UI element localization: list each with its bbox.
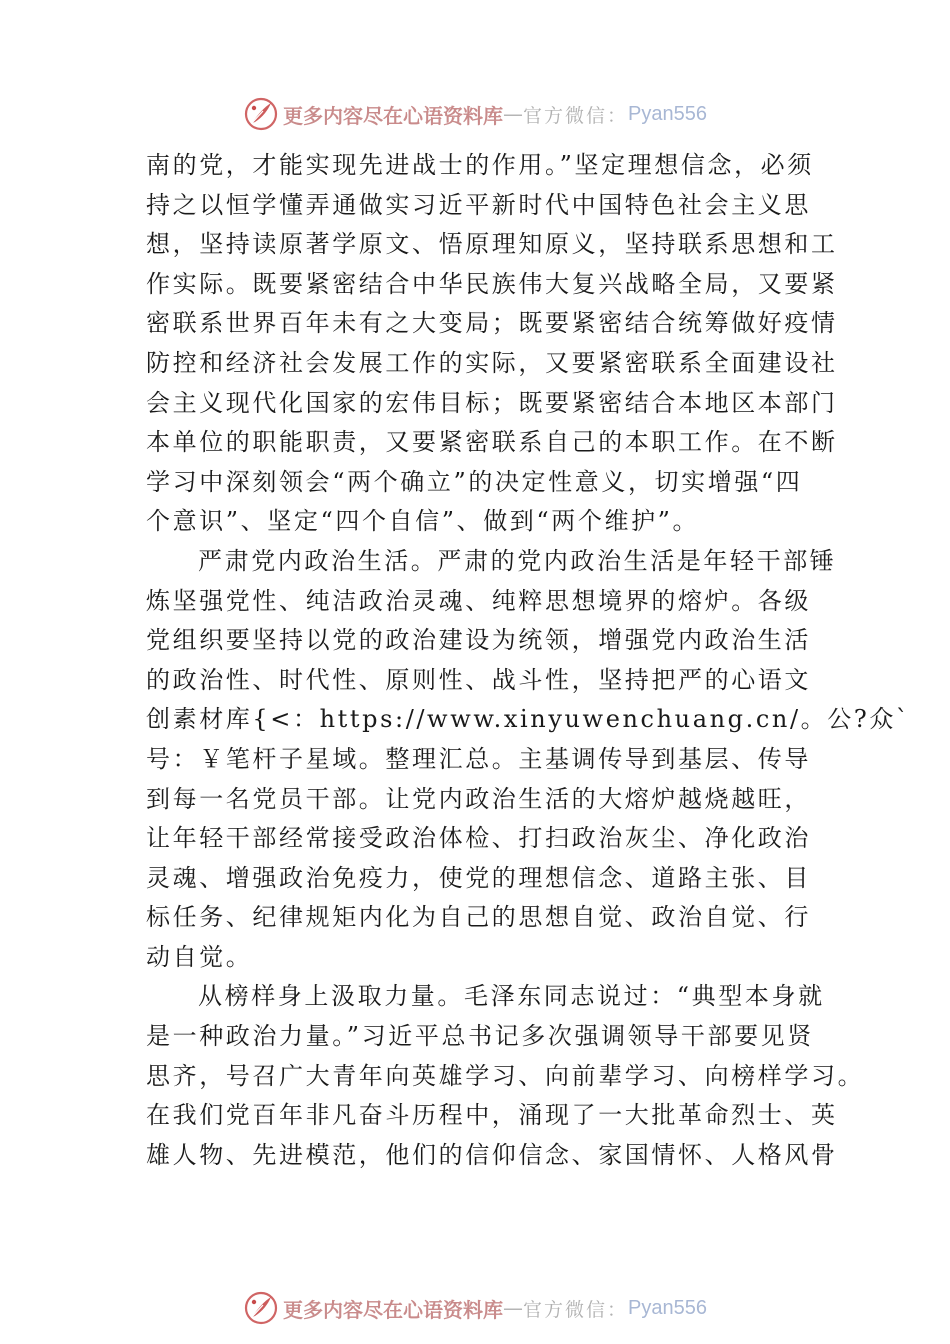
paragraph-1 (146, 146, 838, 542)
text-line: 标任务、纪律规矩内化为自己的思想自觉、政治自觉、行 (146, 903, 811, 932)
text-line: 防控和经济社会发展工作的实际，又要紧密联系全面建设社 (146, 348, 838, 377)
text-line: 密联系世界百年未有之大变局；既要紧密结合统筹做好疫情 (146, 309, 838, 338)
text-line: 是一种政治力量。”习近平总书记多次强调领导干部要见贤 (146, 1022, 814, 1051)
text-line: 会主义现代化国家的宏伟目标；既要紧密结合本地区本部门 (146, 388, 838, 417)
text-line: 南的党，才能实现先进战士的作用。”坚定理想信念，必须 (146, 151, 814, 179)
header-watermark-banner (0, 94, 950, 134)
text-line: 党组织要坚持以党的政治建设为统领，增强党内政治生活 (146, 626, 811, 655)
footer-watermark-banner (0, 1288, 950, 1328)
banner-wechat-id: Pyan556 (628, 102, 707, 125)
text-line: 的政治性、时代性、原则性、战斗性，坚持把严的心语文 (146, 665, 811, 694)
text-line: 想，坚持读原著学原文、悟原理知原义，坚持联系思想和工 (146, 230, 838, 259)
feather-pen-logo-icon (243, 1290, 279, 1326)
text-line: 思齐，号召广大青年向英雄学习、向前辈学习、向榜样学习。 (146, 1061, 865, 1090)
paragraph-3 (146, 977, 865, 1175)
paragraph-2 (146, 542, 911, 978)
text-line: 动自觉。 (146, 942, 253, 971)
text-line: 让年轻干部经常接受政治体检、打扫政治灰尘、净化政治 (146, 824, 811, 853)
document-body (146, 146, 911, 1175)
text-line: 到每一名党员干部。让党内政治生活的大熔炉越烧越旺， (146, 784, 811, 813)
text-line: 学习中深刻领会“两个确立”的决定性意义，切实增强“四 (146, 467, 803, 496)
text-line: 作实际。既要紧密结合中华民族伟大复兴战略全局，又要紧 (146, 269, 838, 298)
text-line: 灵魂、增强政治免疫力，使党的理想信念、道路主张、目 (146, 863, 811, 892)
text-line: 创素材库{<：https://www.xinyuwenchuang.cn/。公?众` (146, 705, 911, 734)
banner-official-label: 官方微信： (523, 104, 629, 127)
text-line: 在我们党百年非凡奋斗历程中，涌现了一大批革命烈士、英 (146, 1101, 838, 1130)
banner-official-label: 官方微信： (523, 1298, 629, 1321)
banner-wechat-id: Pyan556 (628, 1296, 707, 1319)
banner-dash: — (503, 1296, 523, 1320)
text-line: 炼坚强党性、纯洁政治灵魂、纯粹思想境界的熔炉。各级 (146, 586, 811, 615)
text-line: 从榜样身上汲取力量。毛泽东同志说过：“典型本身就 (198, 982, 825, 1011)
text-line: 持之以恒学懂弄通做实习近平新时代中国特色社会主义思 (146, 190, 811, 219)
text-line: 号：￥笔杆子星域。整理汇总。主基调传导到基层、传导 (146, 744, 811, 773)
banner-brand-text: 更多内容尽在心语资料库 (283, 1297, 503, 1322)
text-line: 个意识”、坚定“四个自信”、做到“两个维护”。 (146, 507, 700, 536)
text-line: 本单位的职能职责，又要紧密联系自己的本职工作。在不断 (146, 428, 838, 457)
banner-dash: — (503, 102, 523, 126)
banner-brand-text: 更多内容尽在心语资料库 (283, 103, 503, 128)
feather-pen-logo-icon (243, 96, 279, 132)
text-line: 雄人物、先进模范，他们的信仰信念、家国情怀、人格风骨 (146, 1140, 838, 1169)
text-line: 严肃党内政治生活。严肃的党内政治生活是年轻干部锤 (198, 546, 837, 575)
